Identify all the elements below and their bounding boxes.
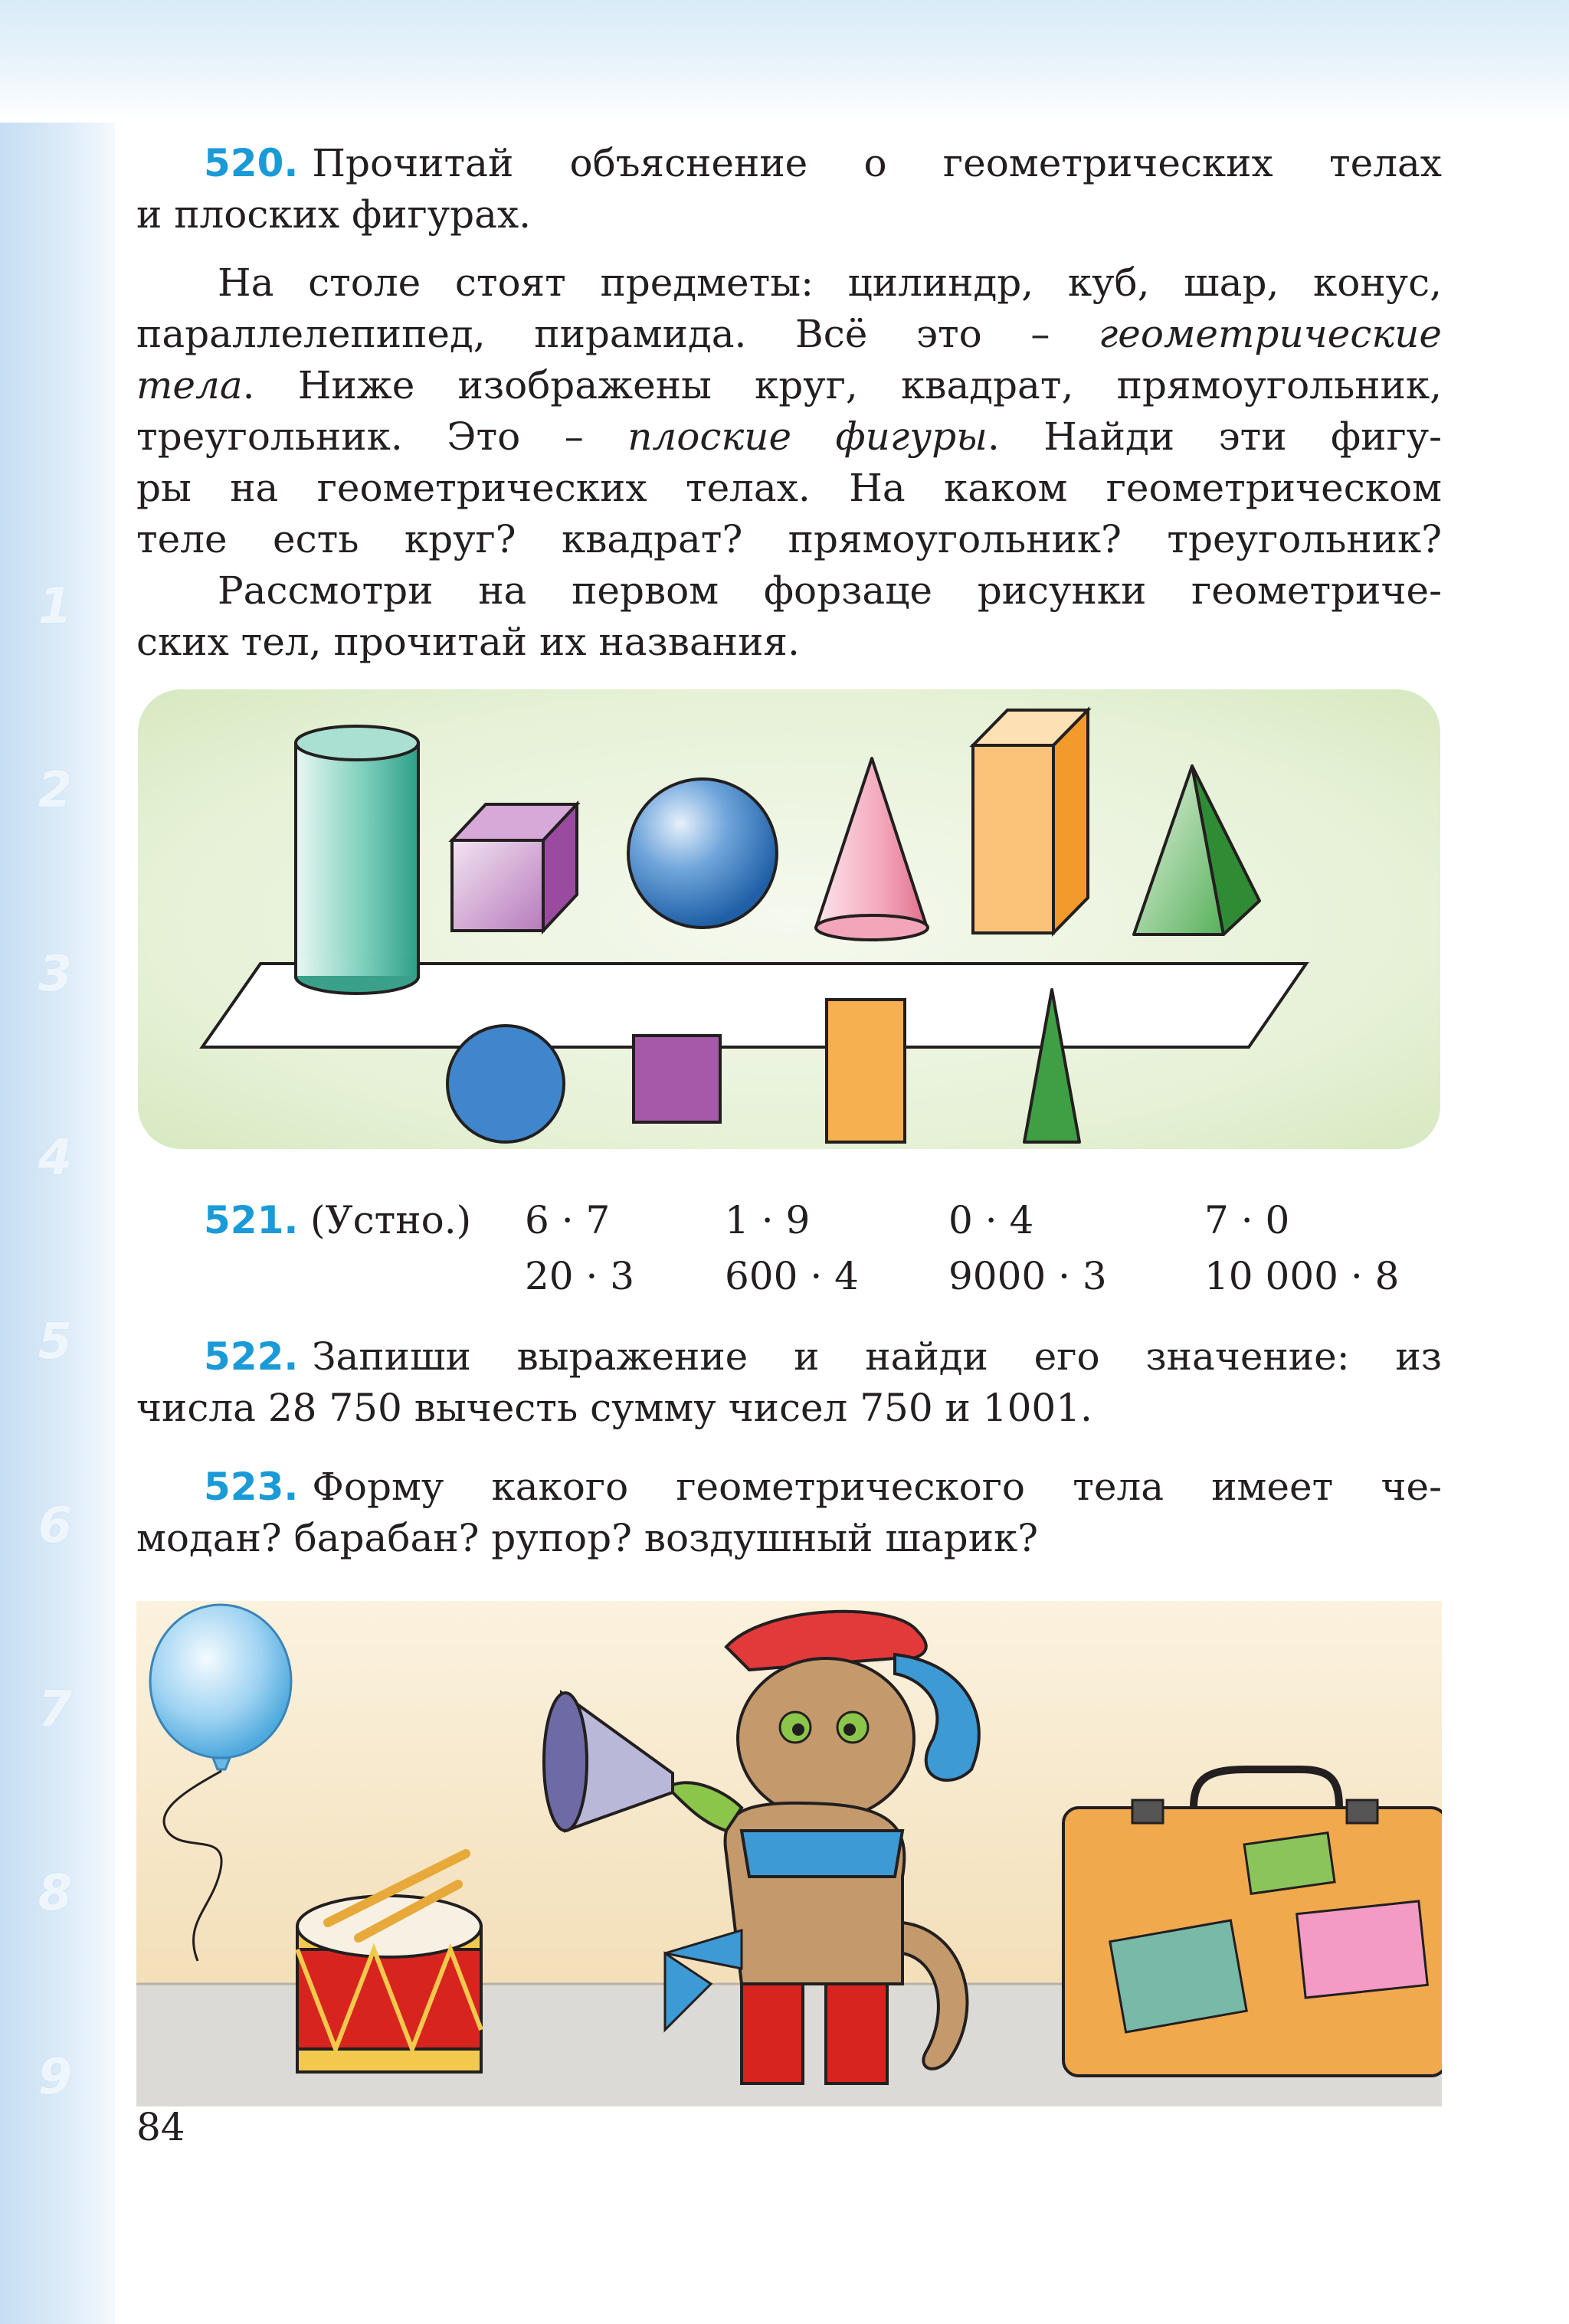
oral-note: (Устно.) [310, 1198, 472, 1242]
ex520-p1-l4c: . Найди эти фигу- [987, 414, 1443, 459]
exercise-522 [136, 1331, 1442, 1434]
side-tab-2: 2 [38, 762, 73, 819]
expr-r2c2: 600 · 4 [725, 1254, 859, 1298]
expr-r1c4: 7 · 0 [1204, 1198, 1290, 1242]
term-solids: тела [136, 363, 243, 408]
ex520-line1 [136, 138, 1442, 189]
ex520-p1-line5: ры на геометрических телах. На каком геометрическом [136, 466, 1442, 510]
cat-objects-illustration [136, 1601, 1442, 2106]
ex520-p1-l3b: . Ниже изображены круг, квадрат, прямоугольник, [242, 363, 1442, 408]
flat-circle [447, 1026, 564, 1142]
side-tab-4: 4 [38, 1130, 73, 1187]
ex520-p1-line2 [136, 309, 1442, 360]
ex523-line1 [136, 1462, 1442, 1513]
expr-r2c4: 10 000 · 8 [1204, 1254, 1400, 1298]
ex520-p1-line1: На столе стоят предметы: цилиндр, куб, шар, конус, [218, 260, 1442, 305]
side-tab-9: 9 [38, 2049, 73, 2106]
page-top-band [0, 0, 1569, 123]
ex520-p1-line3 [136, 360, 1442, 411]
side-tab-1: 1 [38, 578, 73, 635]
ex522-line2: числа 28 750 вычесть сумму чисел 750 и 1001. [136, 1386, 1092, 1430]
ex520-p1-l4a: треугольник. Это – [136, 414, 584, 459]
ex520-line1-text: Прочитай объяснение о геометрических телах [312, 141, 1442, 185]
ex520-p2-line1: Рассмотри на первом форзаце рисунки геометриче- [218, 568, 1442, 613]
side-tab-6: 6 [38, 1498, 73, 1554]
ex520-p1-line6: теле есть круг? квадрат? прямоугольник? треугольник? [136, 517, 1442, 561]
side-tab-5: 5 [38, 1314, 73, 1370]
flat-rectangle [827, 1000, 905, 1142]
expr-r2c1: 20 · 3 [525, 1254, 635, 1298]
expr-r1c2: 1 · 9 [725, 1198, 811, 1242]
sphere-solid [628, 779, 777, 928]
ex523-line1-text: Форму какого геометрического тела имеет че- [312, 1465, 1442, 1509]
term-flat-figures: плоские фигуры [627, 414, 988, 459]
side-tab-7: 7 [38, 1681, 73, 1738]
exercise-number: 521. [204, 1198, 299, 1242]
expr-r1c3: 0 · 4 [948, 1198, 1034, 1242]
geometric-shapes-illustration [138, 689, 1440, 1149]
ex520-p2-line2: ских тел, прочитай их названия. [136, 620, 800, 664]
side-tab-8: 8 [38, 1865, 73, 1922]
parallelepiped-solid [973, 710, 1088, 933]
ex520-p1-l2a: параллелепипед, пирамида. Всё это – [136, 312, 1050, 356]
term-geometric-solids: геометрические [1099, 312, 1442, 356]
ex523-line2: модан? барабан? рупор? воздушный шарик? [136, 1516, 1039, 1560]
exercise-523 [136, 1462, 1442, 1564]
ex522-line1 [136, 1331, 1442, 1383]
ex520-line2: и плоских фигурах. [136, 192, 532, 237]
ex522-line1-text: Запиши выражение и найди его значение: из [312, 1334, 1442, 1379]
suitcase [1063, 1769, 1442, 2076]
exercise-520 [136, 138, 1442, 668]
page-number: 84 [136, 2105, 185, 2149]
exercise-number: 523. [204, 1465, 299, 1509]
cylinder-solid [296, 726, 418, 993]
shapes-svg [138, 689, 1440, 1149]
exercise-number: 522. [204, 1334, 299, 1379]
expr-r1c1: 6 · 7 [525, 1198, 611, 1242]
exercise-521 [0, 1195, 1569, 1302]
flat-square [634, 1036, 720, 1122]
cube-solid [452, 804, 577, 931]
side-tab-3: 3 [38, 946, 73, 1003]
exercise-number: 520. [204, 141, 299, 185]
expr-r2c3: 9000 · 3 [948, 1254, 1107, 1298]
cat-scene-svg [136, 1601, 1442, 2106]
ex520-p1-line4 [136, 411, 1442, 463]
